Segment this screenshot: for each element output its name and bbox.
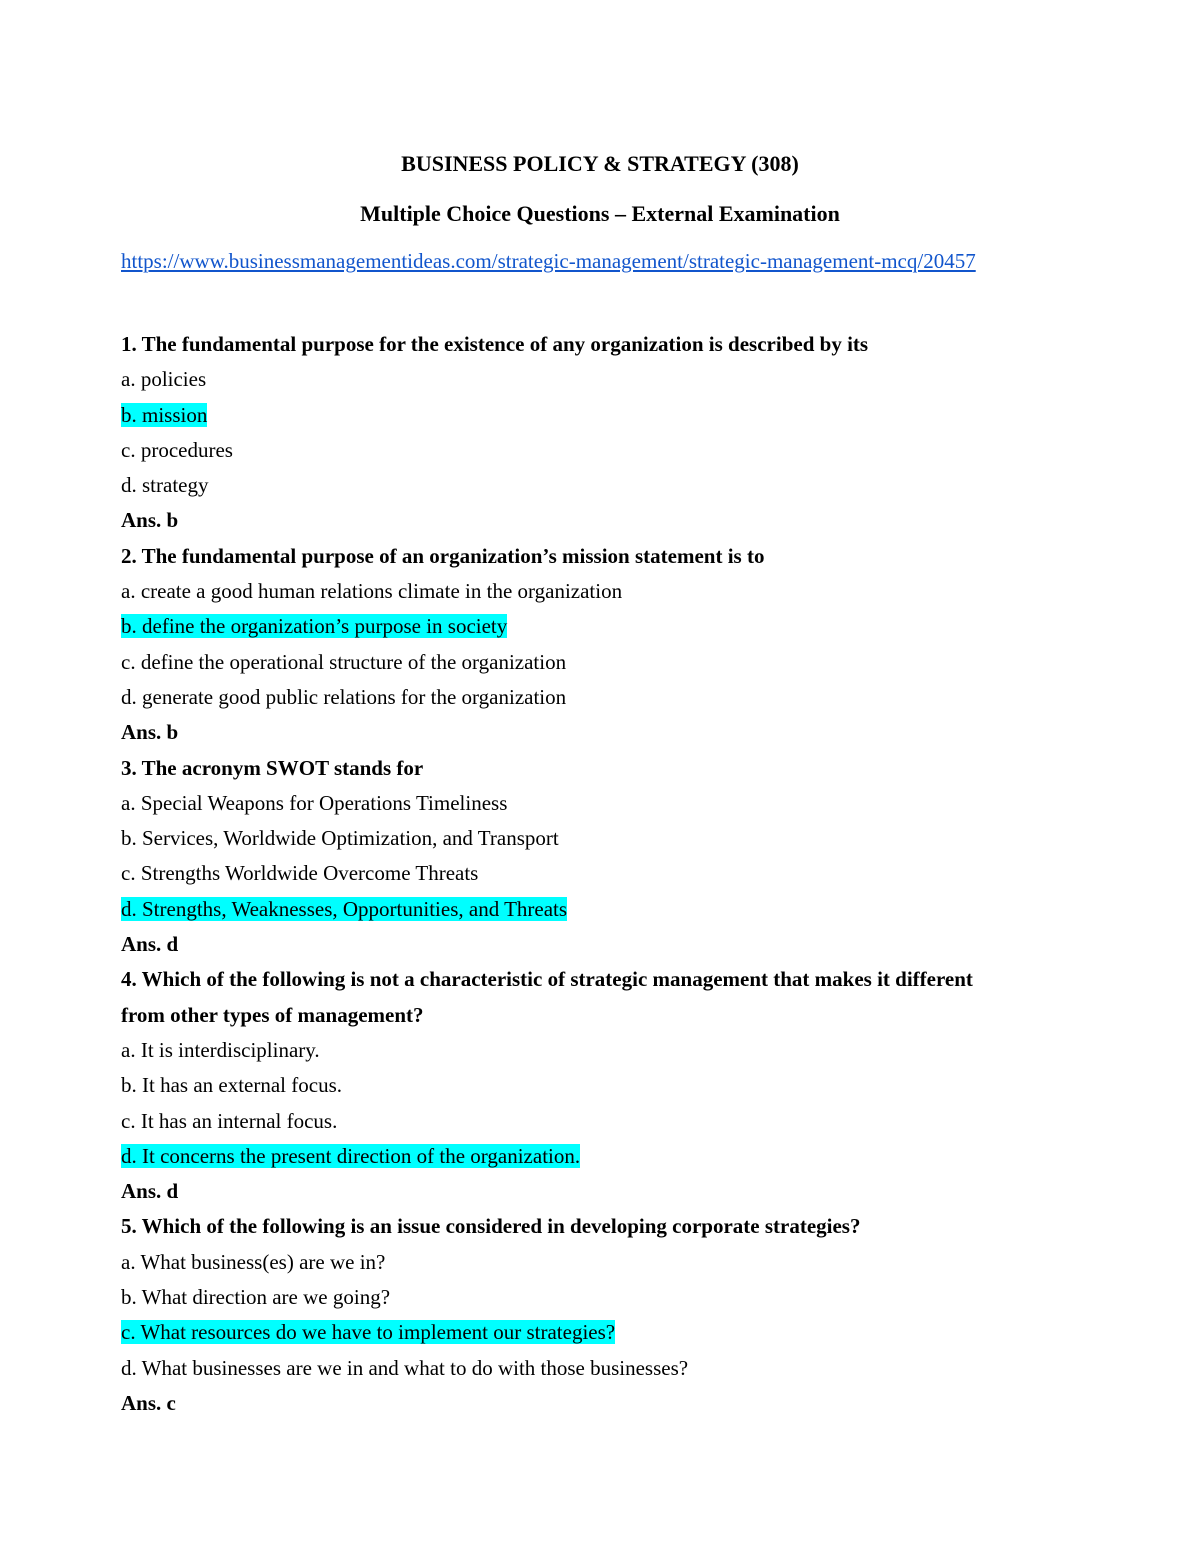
document-title: BUSINESS POLICY & STRATEGY (308)	[401, 151, 799, 176]
highlighted-answer: b. mission	[121, 402, 208, 427]
question-3	[121, 751, 1021, 963]
question-5	[121, 1209, 1021, 1421]
option-label: c. procedures	[121, 437, 233, 462]
option-d	[121, 892, 1021, 927]
option-label: b. What direction are we going?	[121, 1285, 391, 1310]
option-label: c. It has an internal focus.	[121, 1108, 338, 1133]
highlighted-answer: d. It concerns the present direction of the organization.	[121, 1143, 581, 1168]
question-4	[121, 962, 1021, 1209]
answer-key: Ans. c	[121, 1390, 176, 1415]
question-2	[121, 539, 1021, 751]
question-list	[121, 327, 1021, 1421]
question-text: 3. The acronym SWOT stands for	[121, 755, 424, 780]
option-label: a. Special Weapons for Operations Timeliness	[121, 790, 508, 815]
answer-key: Ans. d	[121, 932, 179, 957]
option-label: c. define the operational structure of the organization	[121, 649, 567, 674]
option-a	[121, 1033, 1021, 1068]
option-label: a. policies	[121, 367, 207, 392]
option-label: d. strategy	[121, 473, 209, 498]
option-c	[121, 645, 1021, 680]
option-label: b. It has an external focus.	[121, 1073, 343, 1098]
option-c	[121, 856, 1021, 891]
question-text: 5. Which of the following is an issue considered in developing corporate strategies?	[121, 1214, 861, 1239]
answer-key: Ans. d	[121, 1179, 179, 1204]
highlighted-answer: c. What resources do we have to implement our strategies?	[121, 1320, 616, 1345]
option-b	[121, 398, 1021, 433]
option-label: a. create a good human relations climate in the organization	[121, 579, 623, 604]
option-a	[121, 362, 1021, 397]
option-c	[121, 1104, 1021, 1139]
answer-key: Ans. b	[121, 508, 179, 533]
option-a	[121, 574, 1021, 609]
question-text: 1. The fundamental purpose for the existence of any organization is described by its	[121, 332, 869, 356]
option-d	[121, 468, 1021, 503]
option-label: a. It is interdisciplinary.	[121, 1037, 320, 1062]
option-label: d. What businesses are we in and what to do with those businesses?	[121, 1355, 689, 1380]
option-a	[121, 786, 1021, 821]
answer-key: Ans. b	[121, 720, 179, 745]
option-d	[121, 1351, 1021, 1386]
source-link[interactable]: https://www.businessmanagementideas.com/strategic-management/strategic-management-mcq/20457	[121, 249, 976, 273]
document-subtitle: Multiple Choice Questions – External Examination	[360, 201, 840, 226]
question-1	[121, 327, 1021, 539]
option-b	[121, 1280, 1021, 1315]
question-text: 2. The fundamental purpose of an organization’s mission statement is to	[121, 543, 765, 568]
question-text: 4. Which of the following is not a characteristic of strategic management that makes it different from other types of management?	[121, 967, 973, 1027]
option-label: c. Strengths Worldwide Overcome Threats	[121, 861, 479, 886]
option-d	[121, 1139, 1021, 1174]
option-d	[121, 680, 1021, 715]
option-b	[121, 609, 1021, 644]
highlighted-answer: b. define the organization’s purpose in society	[121, 614, 508, 639]
option-label: a. What business(es) are we in?	[121, 1249, 386, 1274]
option-label: d. generate good public relations for the organization	[121, 684, 567, 709]
option-c	[121, 1315, 1021, 1350]
option-b	[121, 1068, 1021, 1103]
highlighted-answer: d. Strengths, Weaknesses, Opportunities, and Threats	[121, 896, 568, 921]
option-a	[121, 1245, 1021, 1280]
option-b	[121, 821, 1021, 856]
option-c	[121, 433, 1021, 468]
option-label: b. Services, Worldwide Optimization, and Transport	[121, 826, 559, 851]
